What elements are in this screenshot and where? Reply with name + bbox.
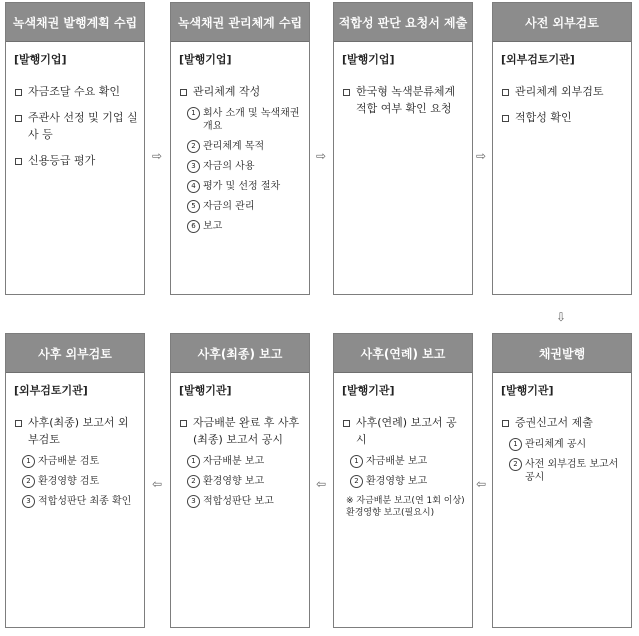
process-step-box [170,2,310,295]
numbered-sub-item [187,180,303,193]
step-body [334,372,472,627]
circled-number: 1 [22,455,35,468]
arrow-right-icon: ⇨ [152,149,163,163]
numbered-sub-item [350,475,466,488]
sub-item-text: 사전 외부검토 보고서 공시 [525,459,619,483]
sub-list [350,455,466,488]
circled-number: 3 [187,495,200,508]
circled-number: 2 [509,458,522,471]
arrow-down-icon: ⇩ [556,310,567,324]
numbered-sub-item [509,438,625,451]
circled-number: 3 [187,160,200,173]
step-note: ※ 자금배분 보고(연 1회 이상) 환경영향 보고(필요시) [346,496,465,518]
sub-item-text: 회사 소개 및 녹색채권 개요 [203,108,300,132]
step-title: 사후(최종) 보고 [171,334,309,373]
sub-item-text: 환경영향 검토 [38,476,100,487]
sub-item-text: 보고 [203,221,223,232]
arrow-right-icon: ⇨ [476,149,487,163]
step-actor: [외부검토기관] [501,53,575,66]
numbered-sub-item [22,455,138,468]
sub-list [187,455,303,508]
circled-number: 2 [22,475,35,488]
bullet-item: 자금조달 수요 확인 [12,83,138,100]
arrow-left-icon: ⇦ [152,477,163,491]
numbered-sub-item [187,475,303,488]
sub-list [509,438,625,484]
circled-number: 1 [187,455,200,468]
sub-list [22,455,138,508]
sub-item-text: 평가 및 선정 절차 [203,181,281,192]
step-title: 채권발행 [493,334,631,373]
step-actor: [발행기관] [179,384,232,397]
numbered-sub-item [187,107,303,133]
step-body [493,372,631,627]
sub-list [187,107,303,233]
process-step-box [492,333,632,628]
numbered-sub-item [187,220,303,233]
step-actor: [발행기업] [14,53,67,66]
arrow-left-icon: ⇦ [476,477,487,491]
circled-number: 2 [350,475,363,488]
circled-number: 2 [187,140,200,153]
bullet-item: 사후(연례) 보고서 공시 [340,414,466,448]
numbered-sub-item [187,200,303,213]
bullet-item: 관리체계 작성 [177,83,303,100]
step-actor: [외부검토기관] [14,384,88,397]
numbered-sub-item [187,455,303,468]
circled-number: 1 [187,107,200,120]
numbered-sub-item [350,455,466,468]
circled-number: 4 [187,180,200,193]
sub-item-text: 환경영향 보고 [203,476,265,487]
bullet-item: 관리체계 외부검토 [499,83,625,100]
bullet-item: 주관사 선정 및 기업 실사 등 [12,109,138,143]
numbered-sub-item [22,475,138,488]
bullet-item: 자금배분 완료 후 사후(최종) 보고서 공시 [177,414,303,448]
step-actor: [발행기관] [501,384,554,397]
numbered-sub-item [187,160,303,173]
sub-item-text: 관리체계 목적 [203,141,265,152]
process-step-box [5,2,145,295]
sub-item-text: 관리체계 공시 [525,439,587,450]
step-title: 사후(연례) 보고 [334,334,472,373]
numbered-sub-item [187,140,303,153]
circled-number: 6 [187,220,200,233]
circled-number: 2 [187,475,200,488]
sub-item-text: 자금배분 보고 [203,456,265,467]
step-title: 녹색채권 발행계획 수립 [6,3,144,42]
bullet-item: 적합성 확인 [499,109,625,126]
bullet-item: 신용등급 평가 [12,152,138,169]
arrow-left-icon: ⇦ [316,477,327,491]
step-actor: [발행기관] [342,384,395,397]
step-body [171,41,309,294]
step-body [6,372,144,627]
bullet-item: 증권신고서 제출 [499,414,625,431]
sub-item-text: 적합성판단 최종 확인 [38,496,132,507]
step-body [6,41,144,294]
step-title: 녹색채권 관리체계 수립 [171,3,309,42]
circled-number: 1 [509,438,522,451]
step-title: 사전 외부검토 [493,3,631,42]
sub-item-text: 자금의 사용 [203,161,255,172]
step-title: 적합성 판단 요청서 제출 [334,3,472,42]
bullet-item: 한국형 녹색분류체계 적합 여부 확인 요청 [340,83,466,117]
sub-item-text: 자금배분 보고 [366,456,428,467]
process-step-box [492,2,632,295]
bullet-item: 사후(최종) 보고서 외부검토 [12,414,138,448]
step-body [171,372,309,627]
step-actor: [발행기업] [342,53,395,66]
sub-item-text: 자금의 관리 [203,201,255,212]
process-step-box [170,333,310,628]
numbered-sub-item [509,458,625,484]
sub-item-text: 적합성판단 보고 [203,496,274,507]
process-step-box [5,333,145,628]
process-step-box [333,2,473,295]
numbered-sub-item [187,495,303,508]
step-actor: [발행기업] [179,53,232,66]
step-body [334,41,472,294]
sub-item-text: 자금배분 검토 [38,456,100,467]
arrow-right-icon: ⇨ [316,149,327,163]
circled-number: 1 [350,455,363,468]
circled-number: 3 [22,495,35,508]
step-title: 사후 외부검토 [6,334,144,373]
circled-number: 5 [187,200,200,213]
step-body [493,41,631,294]
process-step-box [333,333,473,628]
sub-item-text: 환경영향 보고 [366,476,428,487]
numbered-sub-item [22,495,138,508]
